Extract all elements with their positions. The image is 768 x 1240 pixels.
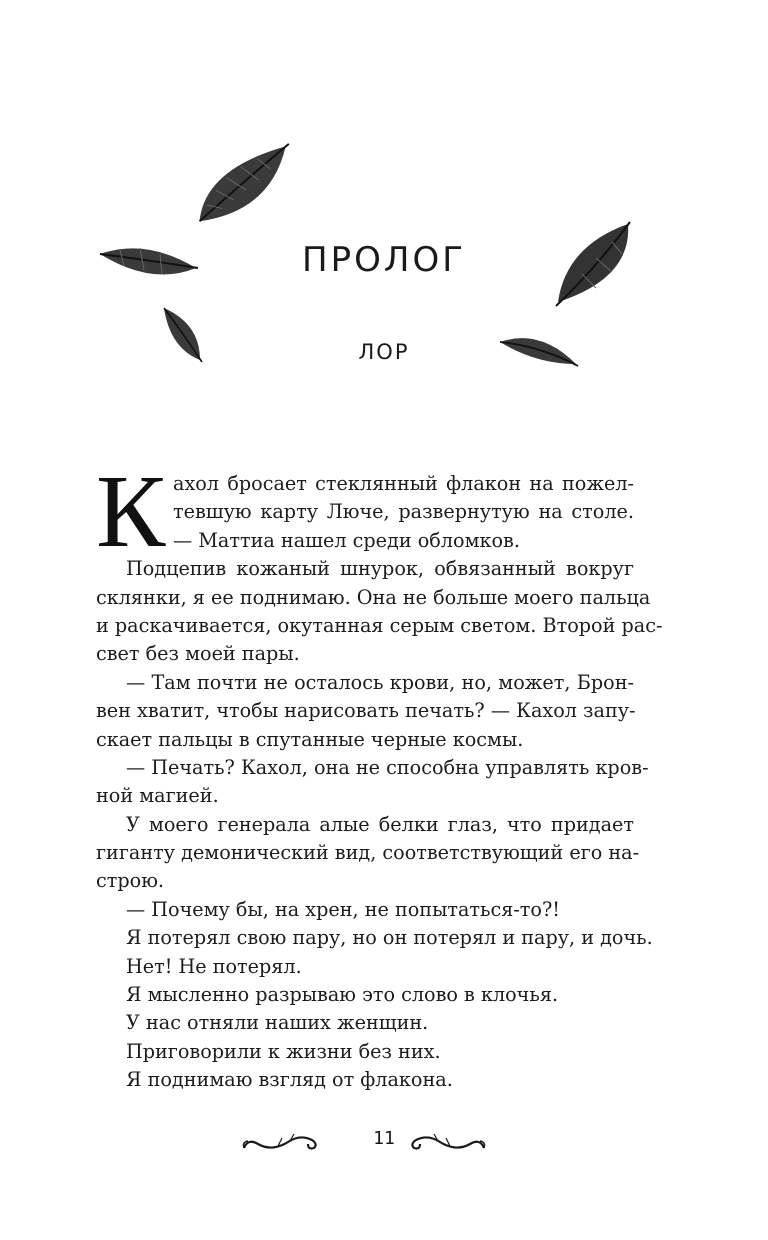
text-line: свет без моей пары. xyxy=(96,642,300,666)
chapter-narrator: ЛОР xyxy=(358,340,410,364)
body-text xyxy=(96,454,663,1095)
feather-icon xyxy=(182,128,306,240)
text-line: гиганту демонический вид, соответствующий его на- xyxy=(96,841,640,865)
text-line: ной магией. xyxy=(96,784,219,808)
drop-cap: К xyxy=(96,454,166,569)
text-line: скает пальцы в спутанные черные космы. xyxy=(96,727,524,751)
text-line: — Печать? Кахол, она не способна управлять кров- xyxy=(126,755,649,779)
text-line: У моего генерала алые белки глаз, что придает xyxy=(126,812,634,836)
text-line: строю. xyxy=(96,869,164,893)
chapter-title: ПРОЛОГ xyxy=(302,240,466,280)
text-line: ахол бросает стеклянный флакон на пожел- xyxy=(173,472,634,495)
text-line: Я поднимаю взгляд от флакона. xyxy=(126,1068,453,1092)
text-line: — Там почти не осталось крови, но, может, Брон- xyxy=(126,670,634,694)
text-line: тевшую карту Люче, развернутую на столе. xyxy=(173,500,634,524)
text-line: Подцепив кожаный шнурок, обвязанный вокруг xyxy=(126,557,634,581)
text-line: и раскачивается, окутанная серым светом. Второй рас- xyxy=(96,613,663,637)
text-line: Нет! Не потерял. xyxy=(126,954,302,978)
text-line: У нас отняли наших женщин. xyxy=(126,1011,429,1035)
text-line: — Почему бы, на хрен, не попытаться-то?! xyxy=(126,897,560,921)
text-line: вен хватит, чтобы нарисовать печать? — Кахол запу- xyxy=(96,699,636,723)
text-line: Приговорили к жизни без них. xyxy=(126,1039,441,1063)
page-number: 11 xyxy=(373,1128,395,1149)
text-line: Я потерял свою пару, но он потерял и пару, и дочь. xyxy=(126,926,653,950)
text-line: — Маттиа нашел среди обломков. xyxy=(173,528,520,552)
text-line: склянки, я ее поднимаю. Она не больше моего пальца xyxy=(96,585,651,609)
text-line: Я мысленно разрываю это слово в клочья. xyxy=(126,983,559,1007)
ornament-right-icon xyxy=(406,1128,490,1156)
